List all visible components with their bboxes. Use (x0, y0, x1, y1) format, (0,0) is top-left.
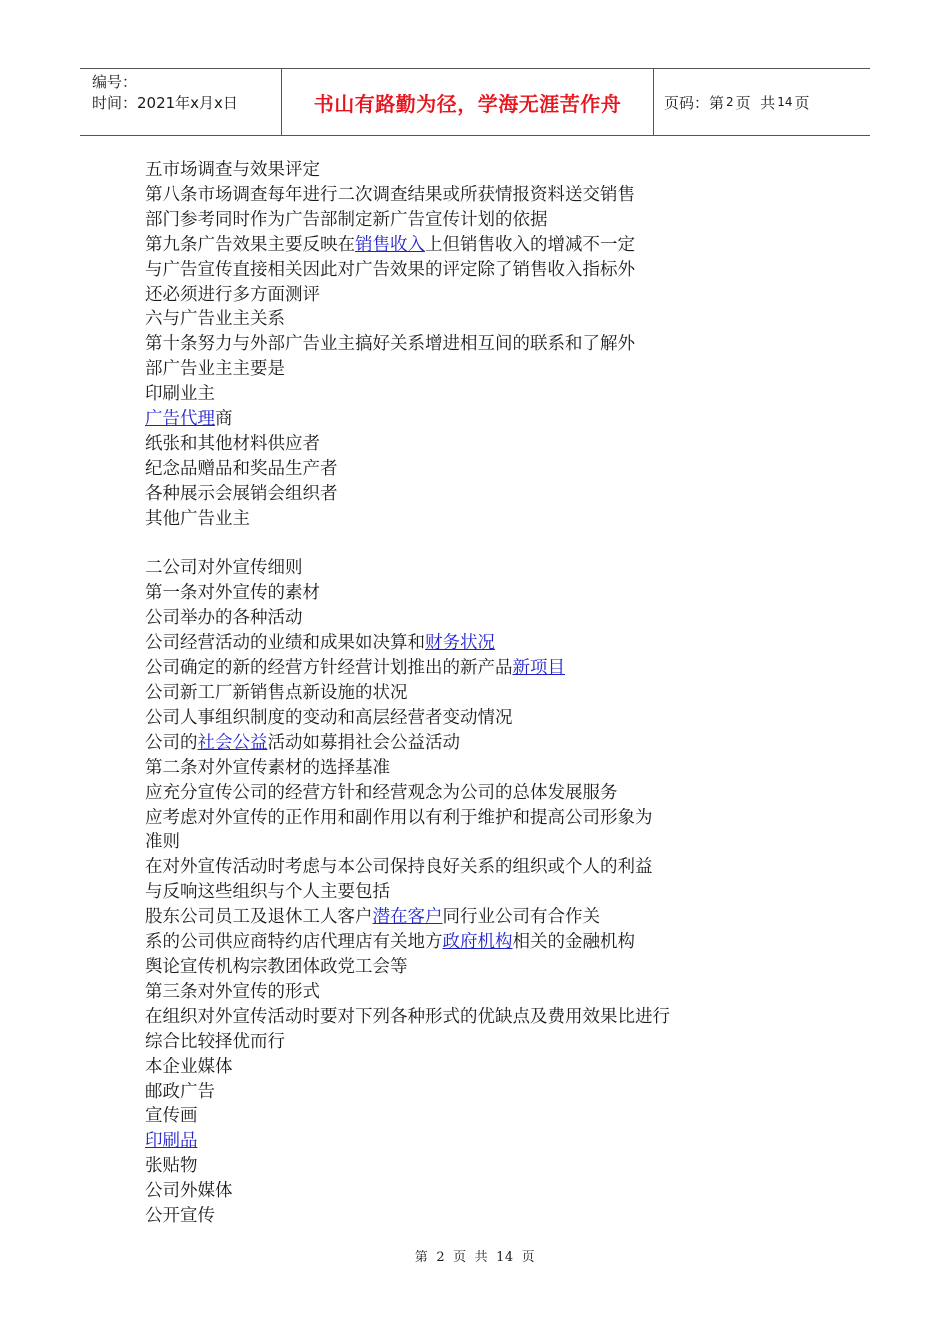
page-mid: 页 共 (735, 93, 776, 112)
text-segment: 第八条市场调查每年进行二次调查结果或所获情报资料送交销售 (145, 184, 635, 205)
text-segment: 与反响这些组织与个人主要包括 (145, 882, 390, 903)
text-line (145, 1104, 765, 1129)
text-segment: 商 (215, 409, 233, 430)
inline-link[interactable]: 广告代理 (145, 409, 215, 430)
text-segment: 张贴物 (145, 1156, 198, 1177)
inline-link[interactable]: 政府机构 (442, 932, 513, 953)
inline-link[interactable]: 印刷品 (145, 1131, 198, 1152)
text-segment: 活动如募捐社会公益活动 (267, 732, 460, 753)
header-page-info (654, 69, 870, 135)
text-line (145, 756, 765, 781)
blank-line (145, 532, 765, 557)
text-segment: 各种展示会展销会组织者 (145, 483, 338, 504)
text-segment: 与广告宣传直接相关因此对广告效果的评定除了销售收入指标外 (145, 259, 635, 280)
text-segment: 二公司对外宣传细则 (145, 558, 303, 579)
text-segment: 股东公司员工及退休工人客户 (145, 907, 373, 928)
inline-link[interactable]: 销售收入 (355, 234, 425, 255)
text-line (145, 1129, 765, 1154)
inline-link[interactable]: 财务状况 (425, 633, 495, 654)
text-segment: 相关的金融机构 (512, 932, 635, 953)
text-line (145, 158, 765, 183)
text-segment: 部门参考同时作为广告部制定新广告宣传计划的依据 (145, 209, 548, 230)
text-line (145, 905, 765, 930)
page-footer (0, 1246, 950, 1265)
text-segment: 纪念品赠品和奖品生产者 (145, 458, 338, 479)
text-segment: 准则 (145, 832, 180, 853)
text-segment: 第三条对外宣传的形式 (145, 981, 320, 1002)
text-line (145, 880, 765, 905)
text-segment: 第十条努力与外部广告业主搞好关系增进相互间的联系和了解外 (145, 334, 635, 355)
footer-word-ye-end: 页 (521, 1250, 536, 1265)
text-line (145, 382, 765, 407)
text-line (145, 1005, 765, 1030)
text-segment: 公司新工厂新销售点新设施的状况 (145, 683, 408, 704)
text-segment: 其他广告业主 (145, 508, 250, 529)
text-segment: 舆论宣传机构宗教团体政党工会等 (145, 956, 408, 977)
text-line (145, 830, 765, 855)
text-segment: 邮政广告 (145, 1081, 215, 1102)
inline-link[interactable]: 潜在客户 (372, 907, 443, 928)
text-line (145, 581, 765, 606)
text-segment: 系的公司供应商特约店代理店有关地方 (145, 932, 443, 953)
text-line (145, 855, 765, 880)
text-segment: 第九条广告效果主要反映在 (145, 234, 355, 255)
header-meta (80, 69, 282, 135)
text-segment: 公司外媒体 (145, 1181, 233, 1202)
text-line (145, 1030, 765, 1055)
page-header (80, 68, 870, 136)
text-line (145, 556, 765, 581)
text-line (145, 208, 765, 233)
page-prefix: 页码：第 (664, 93, 725, 112)
text-line (145, 955, 765, 980)
text-segment: 纸张和其他材料供应者 (145, 433, 320, 454)
text-segment: 五市场调查与效果评定 (145, 160, 320, 180)
text-segment: 在组织对外宣传活动时要对下列各种形式的优缺点及费用效果比进行 (145, 1006, 670, 1027)
text-segment: 公司的 (145, 732, 198, 753)
footer-word-gong: 共 (474, 1250, 489, 1265)
text-segment: 同行业公司有合作关 (442, 907, 600, 928)
document-body (145, 158, 765, 1229)
text-line (145, 507, 765, 532)
text-line (145, 283, 765, 308)
text-segment: 还必须进行多方面测评 (145, 284, 320, 305)
text-segment: 公开宣传 (145, 1206, 215, 1227)
text-segment: 综合比较择优而行 (145, 1031, 285, 1052)
text-line (145, 930, 765, 955)
text-line (145, 606, 765, 631)
text-segment: 公司人事组织制度的变动和高层经营者变动情况 (145, 707, 513, 728)
footer-current-page: 2 (436, 1250, 446, 1265)
text-line (145, 233, 765, 258)
text-segment: 上但销售收入的增减不一定 (425, 234, 635, 255)
text-line (145, 258, 765, 283)
text-line (145, 332, 765, 357)
text-segment: 在对外宣传活动时考虑与本公司保持良好关系的组织或个人的利益 (145, 857, 653, 878)
text-segment: 公司举办的各种活动 (145, 608, 303, 629)
text-line (145, 457, 765, 482)
text-segment: 本企业媒体 (145, 1056, 233, 1077)
text-line (145, 631, 765, 656)
page-suffix: 页 (794, 93, 810, 112)
footer-word-ye: 页 (453, 1250, 467, 1265)
text-line (145, 482, 765, 507)
footer-word-di: 第 (414, 1250, 429, 1265)
text-line (145, 1080, 765, 1105)
text-line (145, 806, 765, 831)
page-total: 14 (777, 95, 793, 109)
text-line (145, 357, 765, 382)
text-line (145, 980, 765, 1005)
text-line (145, 1179, 765, 1204)
text-line (145, 1055, 765, 1080)
text-segment: 宣传画 (145, 1106, 198, 1127)
inline-link[interactable]: 新项目 (512, 658, 565, 679)
text-line (145, 731, 765, 756)
text-segment: 公司确定的新的经营方针经营计划推出的新产品 (145, 658, 513, 679)
text-line (145, 781, 765, 806)
text-line (145, 656, 765, 681)
text-line (145, 1204, 765, 1229)
text-segment: 部广告业主主要是 (145, 359, 285, 380)
text-segment: 第二条对外宣传素材的选择基准 (145, 757, 390, 778)
text-segment: 公司经营活动的业绩和成果如决算和 (145, 633, 425, 654)
document-number-label: 编号： (92, 73, 138, 91)
page-current: 2 (726, 95, 734, 109)
header-motto: 书山有路勤为径，学海无涯苦作舟 (282, 69, 654, 135)
text-segment: 应充分宣传公司的经营方针和经营观念为公司的总体发展服务 (145, 782, 618, 803)
text-line (145, 706, 765, 731)
text-line (145, 307, 765, 332)
text-segment: 印刷业主 (145, 384, 215, 405)
text-line (145, 1154, 765, 1179)
text-segment: 第一条对外宣传的素材 (145, 583, 320, 604)
text-segment: 应考虑对外宣传的正作用和副作用以有利于维护和提高公司形象为 (145, 807, 653, 828)
inline-link[interactable]: 社会公益 (197, 732, 268, 753)
text-line (145, 407, 765, 432)
text-line (145, 681, 765, 706)
text-line (145, 432, 765, 457)
text-segment: 六与广告业主关系 (145, 309, 285, 330)
text-line (145, 183, 765, 208)
document-time-label: 时间：2021年x月x日 (92, 94, 238, 112)
footer-total-pages: 14 (496, 1250, 514, 1265)
